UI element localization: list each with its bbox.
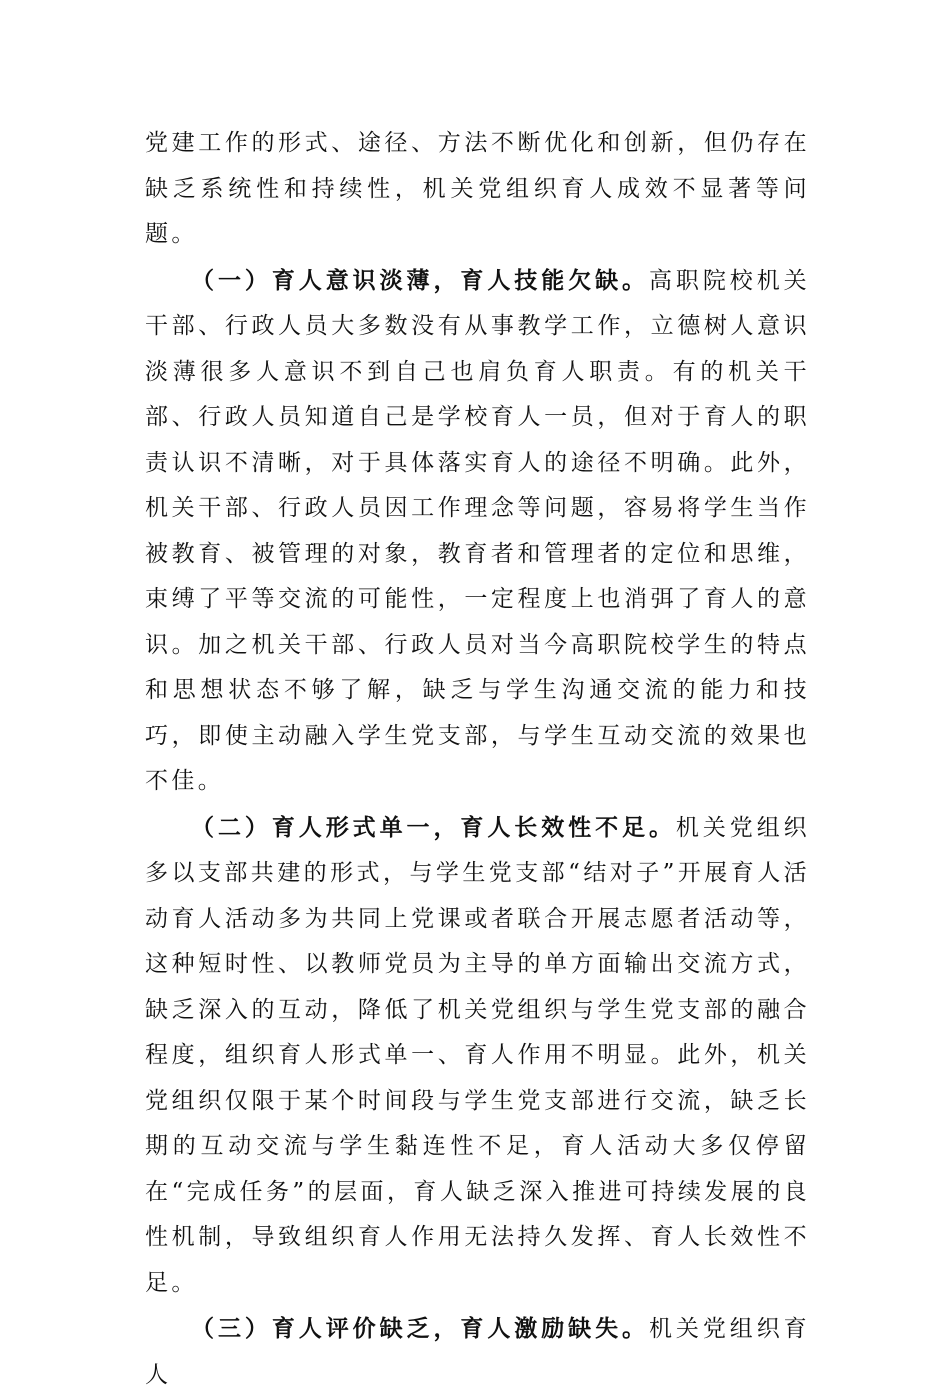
paragraph-section-1 (145, 258, 810, 805)
paragraph-intro-continuation (145, 120, 810, 258)
paragraph-heading: （二）育人形式单一，育人长效性不足。 (191, 813, 676, 841)
paragraph-body: 党建工作的形式、途径、方法不断优化和创新，但仍存在缺乏系统性和持续性，机关党组织育人成效不显著等问题。 (145, 130, 810, 247)
paragraph-body: 高职院校机关干部、行政人员大多数没有从事教学工作，立德树人意识淡薄很多人意识不到自己也肩负育人职责。有的机关干部、行政人员知道自己是学校育人一员，但对于育人的职责认识不清晰，对于具体落实育人的途径不明确。此外，机关干部、行政人员因工作理念等问题，容易将学生当作被教育、被管理的对象，教育者和管理者的定位和思维，束缚了平等交流的可能性，一定程度上也消弭了育人的意识。加之机关干部、行政人员对当今高职院校学生的特点和思想状态不够了解，缺乏与学生沟通交流的能力和技巧，即使主动融入学生党支部，与学生互动交流的效果也不佳。 (145, 267, 810, 794)
paragraph-heading: （一）育人意识淡薄，育人技能欠缺。 (191, 266, 649, 294)
body-text (145, 120, 810, 1398)
paragraph-body: 机关党组织育人 (145, 1316, 810, 1388)
paragraph-heading: （三）育人评价缺乏，育人激励缺失。 (191, 1315, 649, 1342)
paragraph-section-3 (145, 1306, 810, 1398)
paragraph-section-2 (145, 805, 810, 1307)
paragraph-body: 机关党组织多以支部共建的形式，与学生党支部“结对子”开展育人活动育人活动多为共同上党课或者联合开展志愿者活动等，这种短时性、以教师党员为主导的单方面输出交流方式，缺乏深入的互动，降低了机关党组织与学生党支部的融合程度，组织育人形式单一、育人作用不明显。此外，机关党组织仅限于某个时间段与学生党支部进行交流，缺乏长期的互动交流与学生黏连性不足，育人活动大多仅停留在“完成任务”的层面，育人缺乏深入推进可持续发展的良性机制，导致组织育人作用无法持久发挥、育人长效性不足。 (145, 814, 810, 1296)
